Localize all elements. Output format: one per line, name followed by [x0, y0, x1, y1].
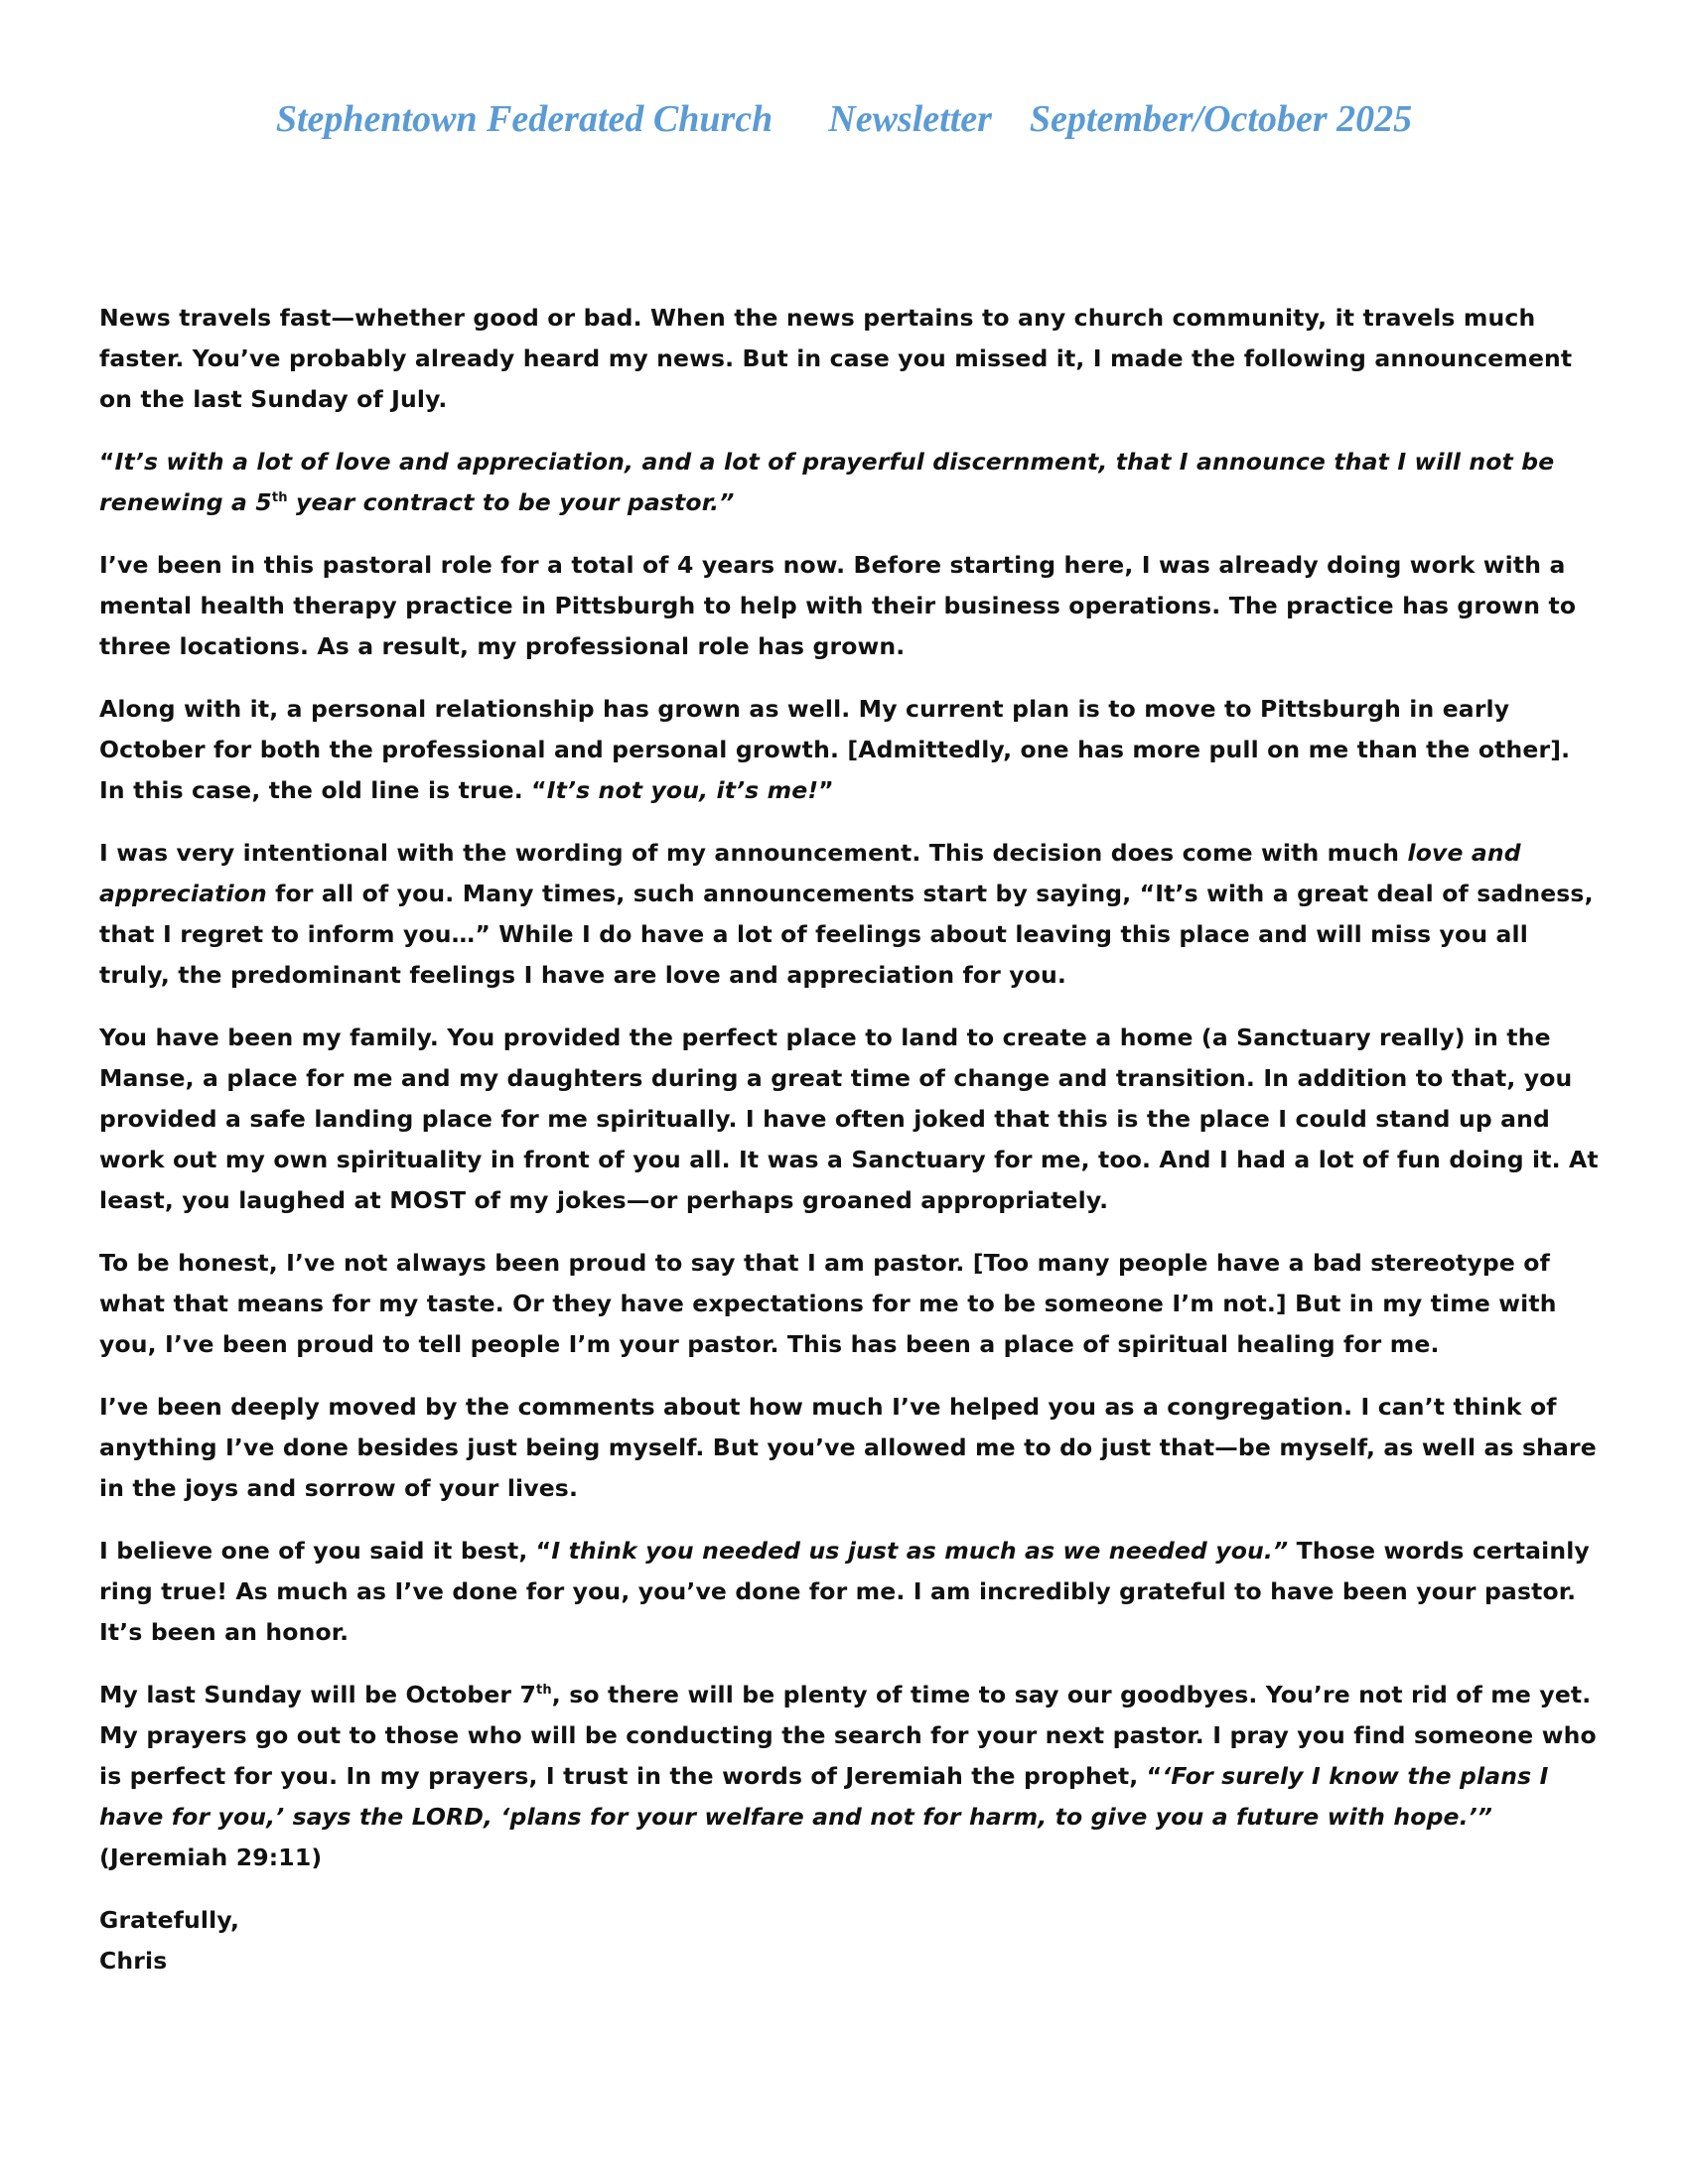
letter-signoff	[99, 1900, 1599, 1981]
said-it-best-text: I believe one of you said it best, “	[99, 1537, 552, 1565]
paragraph-honesty: To be honest, I’ve not always been proud to say that I am pastor. [Too many people have a bad stereotype of what that means for my taste. Or they have expectations for me to be someone I’m not.] But in my time with you, I’ve been proud to tell people I’m your pastor. This has been a place of spiritual healing for me.	[99, 1249, 1557, 1358]
last-sunday-text: My last Sunday will be October 7	[99, 1681, 537, 1708]
paragraph-deeply-moved: I’ve been deeply moved by the comments about how much I’ve helped you as a congregation. I can’t think of anything I’ve done besides just being myself. But you’ve allowed me to do just that—be myself, as well as share in the joys and sorrow of your lives.	[99, 1393, 1597, 1502]
scripture-reference: (Jeremiah 29:11)	[99, 1843, 323, 1871]
wording-text-start: I was very intentional with the wording of my announcement. This decision does come with much	[99, 839, 1408, 867]
wording-text-end: for all of you. Many times, such announcements start by saying, “It’s with a great deal of sadness, that I regret to inform you…” While I do have a lot of feelings about leaving this place and will miss you all truly, the predominant feelings I have are love and appreciation for you.	[99, 880, 1594, 989]
signature-name: Chris	[99, 1947, 168, 1975]
ordinal-suffix: th	[271, 490, 288, 506]
pastor-letter	[99, 298, 1599, 1981]
old-line-quote: It’s not you, it’s me!	[546, 776, 819, 804]
paragraph-intentional-wording	[99, 833, 1599, 996]
announcement-quote-end: year contract to be your pastor.”	[287, 488, 735, 516]
love-appreciation-emphasis: love and appreciation	[99, 839, 1521, 907]
grateful-text: Those words certainly ring true! As much as I’ve done for you, you’ve done for me. I am incredibly grateful to have been your pastor. It’s been an honor.	[99, 1537, 1590, 1646]
church-name: Stephentown Federated Church	[275, 98, 774, 140]
jeremiah-quote: ‘For surely I know the plans I have for you,’ says the LORD, ‘plans for your welfare and not for harm, to give you a future with hope.’”	[99, 1762, 1549, 1831]
paragraph-personal-growth	[99, 689, 1599, 811]
congregation-quote: I think you needed us just as much as we needed you.”	[551, 1537, 1289, 1565]
goodbyes-text: , so there will be plenty of time to say our goodbyes. You’re not rid of me yet. My prayers go out to those who will be conducting the search for your next pastor. I pray you find someone who is perfect for you. In my prayers, I trust in the words of Jeremiah the prophet, “	[99, 1681, 1597, 1790]
paragraph-said-it-best	[99, 1531, 1599, 1653]
newsletter-masthead	[0, 97, 1688, 141]
issue-date: September/October 2025	[1029, 98, 1413, 140]
paragraph-last-sunday	[99, 1675, 1599, 1878]
paragraph-announcement-quote	[99, 442, 1599, 523]
paragraph-news: News travels fast—whether good or bad. When the news pertains to any church community, it travels much faster. You’ve probably already heard my news. But in case you missed it, I made the following announcement on the last Sunday of July.	[99, 304, 1573, 413]
personal-growth-text: Along with it, a personal relationship has grown as well. My current plan is to move to Pittsburgh in early October for both the professional and personal growth. [Admittedly, one has more pull on me than the other]. In this case, the old line is true. “	[99, 695, 1571, 804]
announcement-quote-text: It’s with a lot of love and appreciation, and a lot of prayerful discernment, that I announce that I will not be renewing a 5	[99, 448, 1555, 516]
publication-name: Newsletter	[828, 98, 992, 140]
quote-close-mark: ”	[818, 776, 834, 804]
quote-open-mark: “	[99, 448, 115, 476]
ordinal-suffix: th	[536, 1683, 552, 1699]
paragraph-family: You have been my family. You provided the perfect place to land to create a home (a Sanctuary really) in the Manse, a place for me and my daughters during a great time of change and transition. In addition to that, you provided a safe landing place for me spiritually. I have often joked that this is the place I could stand up and work out my own spirituality in front of you all. It was a Sanctuary for me, too. And I had a lot of fun doing it. At least, you laughed at MOST of my jokes—or perhaps groaned appropriately.	[99, 1024, 1599, 1214]
paragraph-pastoral-role: I’ve been in this pastoral role for a total of 4 years now. Before starting here, I was already doing work with a mental health therapy practice in Pittsburgh to help with their business operations. The practice has grown to three locations. As a result, my professional role has grown.	[99, 551, 1577, 660]
closing-salutation: Gratefully,	[99, 1906, 240, 1934]
